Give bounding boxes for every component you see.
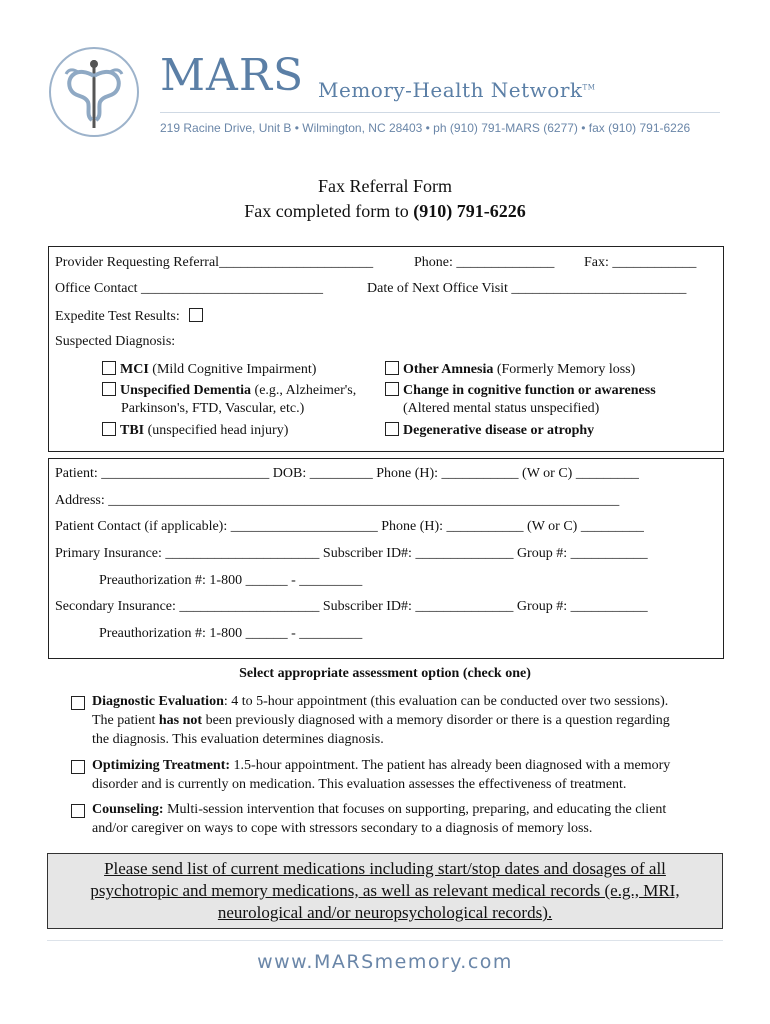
patient-info-row[interactable]: Patient: ________________________ DOB: _________ Phone (H): ___________ (W or C) _________ [55,466,639,481]
fax-instruction: Fax completed form to (910) 791-6226 [244,201,526,221]
header-divider [160,112,720,113]
dx-degenerative: Degenerative disease or atrophy [385,422,594,439]
expedite-row [55,308,207,325]
caduceus-seahorse-icon [48,46,140,138]
form-title: Fax Referral Form [318,176,452,196]
brand-name: MARS [160,50,305,101]
provider-field[interactable]: Provider Requesting Referral______________________ [55,255,374,270]
header-address: 219 Racine Drive, Unit B • Wilmington, NC 28403 • ph (910) 791-MARS (6277) • fax (910) 791-6226 [160,121,691,135]
dx-degenerative-checkbox[interactable] [385,422,399,436]
primary-preauth-field[interactable]: Preauthorization #: 1-800 ______ - _________ [99,573,363,588]
dx-tbi-checkbox[interactable] [102,422,116,436]
dx-unspecified-dementia: Unspecified Dementia (e.g., Alzheimer's, [102,382,356,399]
dx-dementia-examples: Parkinson's, FTD, Vascular, etc.) [121,401,305,416]
assessment-title: Select appropriate assessment option (check one) [239,666,531,681]
suspected-diagnosis-label: Suspected Diagnosis: [55,334,176,349]
address-field[interactable]: Address: _________________________________________________________________________ [55,493,620,508]
diagnostic-eval-checkbox[interactable] [71,695,89,713]
dx-mci: MCI (Mild Cognitive Impairment) [102,361,316,378]
dx-mci-checkbox[interactable] [102,361,116,375]
records-note: Please send list of current medications including start/stop dates and dosages of all psychotropic and memory medications, as well as relevant medical records (e.g., MRI, neurological and/or neuropsychological records). [90,859,680,922]
fax-number: (910) 791-6226 [413,201,526,221]
optimizing-treatment-option: Optimizing Treatment: 1.5-hour appointment. The patient has already been diagnosed with a memory disorder and is currently on medication. This evaluation assesses the effectiveness of treatment. [92,758,671,792]
secondary-preauth-field[interactable]: Preauthorization #: 1-800 ______ - _________ [99,626,363,641]
counseling-option: Counseling: Multi-session intervention that focuses on supporting, preparing, and educating the client and/or caregiver on ways to cope with stressors secondary to a diagnosis of memory loss. [92,802,667,836]
trademark-mark: TM [582,83,596,92]
dx-cognitive-change: Change in cognitive function or awareness [385,382,656,399]
expedite-checkbox[interactable] [189,308,203,322]
dx-cognitive-note: (Altered mental status unspecified) [403,401,600,416]
provider-fax-field[interactable]: Fax: ____________ [584,255,697,270]
optimizing-treatment-checkbox[interactable] [71,759,89,777]
dx-dementia-checkbox[interactable] [102,382,116,396]
provider-phone-field[interactable]: Phone: ______________ [414,255,555,270]
dx-amnesia-checkbox[interactable] [385,361,399,375]
patient-contact-row[interactable]: Patient Contact (if applicable): _____________________ Phone (H): ___________ (W or C) _________ [55,519,644,534]
dx-other-amnesia: Other Amnesia (Formerly Memory loss) [385,361,635,378]
primary-insurance-row[interactable]: Primary Insurance: ______________________ Subscriber ID#: ______________ Group #: ___________ [55,546,648,561]
website-link[interactable]: www.MARSmemory.com [257,951,513,973]
network-name: Memory-Health Network™ [318,78,596,102]
expedite-label: Expedite Test Results: [55,309,180,324]
secondary-insurance-row[interactable]: Secondary Insurance: ____________________ Subscriber ID#: ______________ Group #: ___________ [55,599,648,614]
dx-cognitive-checkbox[interactable] [385,382,399,396]
diagnostic-eval-option: Diagnostic Evaluation: 4 to 5-hour appointment (this evaluation can be conducted over two sessions). The patient has not been previously diagnosed with a memory disorder or there is a question regarding the diagnosis. This evaluation determines diagnosis. [92,694,670,747]
footer-divider [47,940,723,941]
counseling-checkbox[interactable] [71,803,89,821]
office-contact-field[interactable]: Office Contact __________________________ [55,281,324,296]
next-visit-field[interactable]: Date of Next Office Visit _________________________ [367,281,687,296]
dx-tbi: TBI (unspecified head injury) [102,422,288,439]
